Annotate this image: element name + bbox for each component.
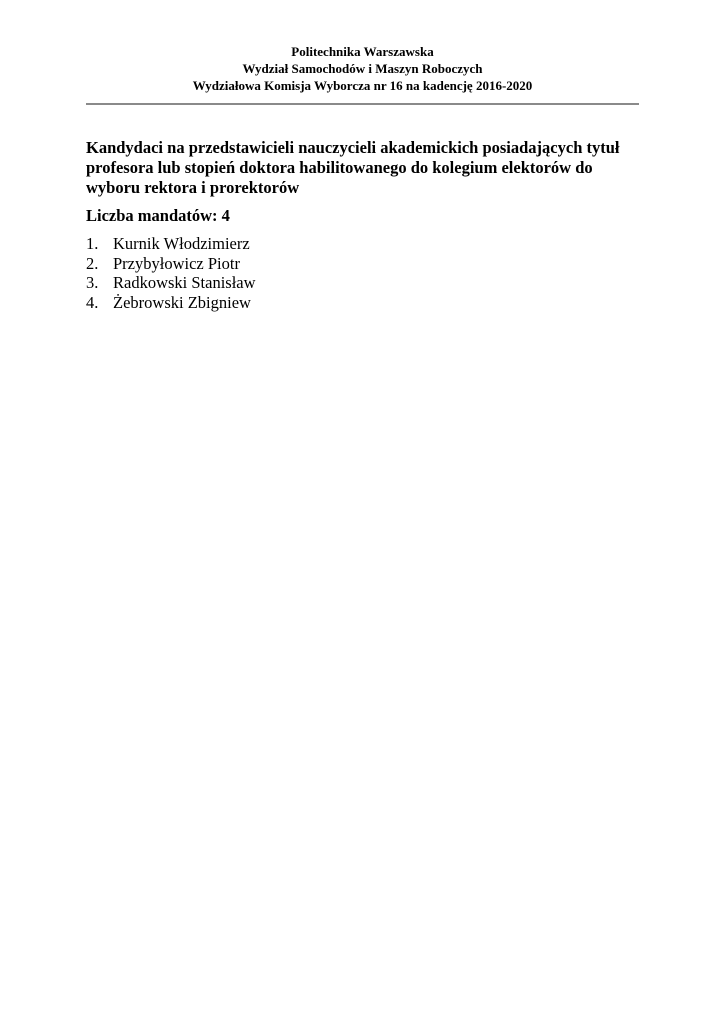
document-header	[86, 43, 639, 94]
title-line-3: wyboru rektora i prorektorów	[86, 178, 300, 197]
title-line-1: Kandydaci na przedstawicieli nauczycieli akademickich posiadających tytuł	[86, 138, 620, 157]
title-line-2: profesora lub stopień doktora habilitowanego do kolegium elektorów do	[86, 158, 593, 177]
header-divider	[86, 103, 639, 105]
candidate-number: 1.	[86, 234, 99, 253]
faculty-name: Wydział Samochodów i Maszyn Roboczych	[242, 61, 483, 76]
candidate-item	[86, 234, 256, 254]
seat-count: Liczba mandatów: 4	[86, 206, 230, 225]
candidate-list	[86, 234, 256, 312]
university-name: Politechnika Warszawska	[291, 44, 434, 59]
candidate-name: Przybyłowicz Piotr	[113, 253, 240, 273]
election-commission-name: Wydziałowa Komisja Wyborcza nr 16 na kadencję 2016-2020	[192, 78, 533, 93]
candidate-number: 3.	[86, 273, 99, 292]
candidate-item	[86, 273, 256, 293]
candidate-name: Żebrowski Zbigniew	[113, 292, 251, 312]
candidate-name: Kurnik Włodzimierz	[113, 234, 250, 253]
candidate-item	[86, 254, 256, 274]
candidate-name: Radkowski Stanisław	[113, 273, 256, 292]
candidate-number: 4.	[86, 292, 99, 312]
candidate-number: 2.	[86, 253, 99, 273]
document-title	[86, 138, 646, 198]
candidate-item	[86, 293, 256, 313]
